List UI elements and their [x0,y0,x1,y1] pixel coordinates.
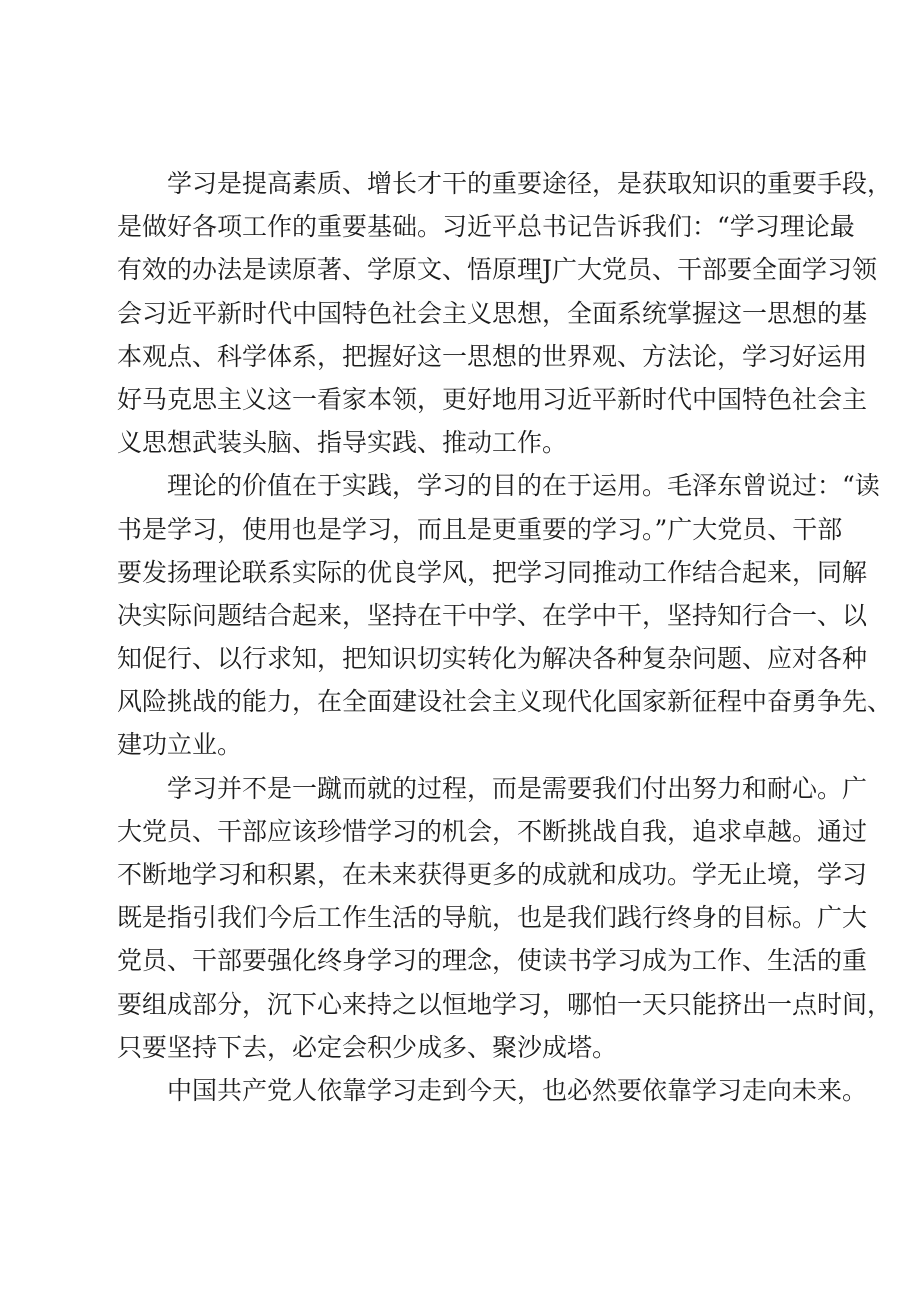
text-line: 是做好各项工作的重要基础。习近平总书记告诉我们：“学习理论最 [117,212,855,242]
document-body [117,162,893,1112]
paragraph-3 [117,767,893,1069]
text-line: 不断地学习和积累，在未来获得更多的成就和成功。学无止境，学习 [117,860,868,889]
text-line: 大党员、干部应该珍惜学习的机会，不断挑战自我，追求卓越。通过 [117,816,868,846]
text-line: 党员、干部要强化终身学习的理念，使读书学习成为工作、生活的重 [117,946,868,976]
paragraph-1 [117,162,893,464]
text-line: 会习近平新时代中国特色社会主义思想，全面系统掌握这一思想的基 [117,298,868,328]
text-line: 学习是提高素质、增长才干的重要途径，是获取知识的重要手段， [167,169,893,198]
text-line: 理论的价值在于实践，学习的目的在于运用。毛泽东曾说过：“读 [167,471,880,501]
text-line: 书是学习，使用也是学习，而且是更重要的学习。”广大党员、干部 [117,514,843,544]
text-line: 本观点、科学体系，把握好这一思想的世界观、方法论，学习好运用 [117,341,868,371]
text-line: 建功立业。 [117,730,243,760]
text-line: 知促行、以行求知，把知识切实转化为解决各种复杂问题、应对各种 [117,644,868,674]
text-line: 有效的办法是读原著、学原文、悟原理J广大党员、干部要全面学习领 [117,255,878,285]
text-line: 要组成部分，沉下心来持之以恒地学习，哪怕一天只能挤出一点时间， [117,989,893,1019]
text-line: 义思想武装头脑、指导实践、推动工作。 [117,428,568,458]
paragraph-4 [117,1069,868,1112]
text-line: 决实际问题结合起来，坚持在干中学、在学中干，坚持知行合一、以 [117,600,868,630]
paragraph-2 [117,464,893,766]
text-line: 只要坚持下去，必定会积少成多、聚沙成塔。 [117,1032,618,1062]
text-line: 既是指引我们今后工作生活的导航，也是我们践行终身的目标。广大 [117,903,868,933]
text-line: 学习并不是一蹴而就的过程，而是需要我们付出努力和耐心。广 [167,773,868,803]
text-line: 要发扬理论联系实际的优良学风，把学习同推动工作结合起来，同解 [117,557,868,587]
text-line: 中国共产党人依靠学习走到今天，也必然要依靠学习走向未来。 [167,1075,868,1105]
text-line: 风险挑战的能力，在全面建设社会主义现代化国家新征程中奋勇争先、 [117,687,893,717]
text-line: 好马克思主义这一看家本领，更好地用习近平新时代中国特色社会主 [117,384,868,414]
